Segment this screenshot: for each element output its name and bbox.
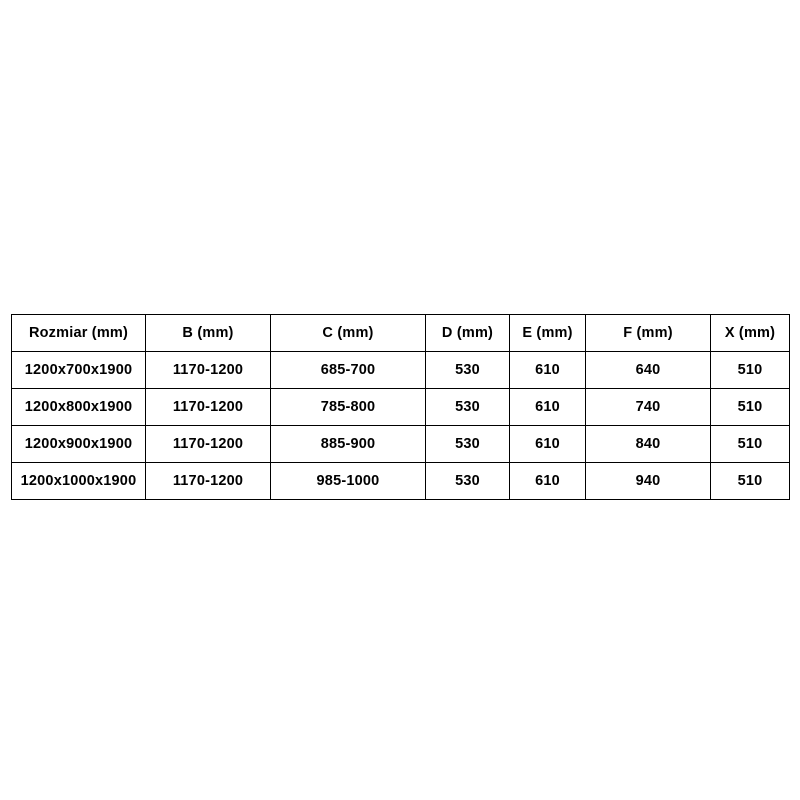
cell-c: 985-1000 bbox=[271, 463, 426, 500]
cell-f: 740 bbox=[586, 389, 711, 426]
table-body bbox=[12, 352, 790, 500]
cell-e: 610 bbox=[510, 463, 586, 500]
cell-d: 530 bbox=[426, 426, 510, 463]
cell-rozmiar: 1200x900x1900 bbox=[12, 426, 146, 463]
cell-f: 940 bbox=[586, 463, 711, 500]
table-header bbox=[12, 315, 790, 352]
table-header-row bbox=[12, 315, 790, 352]
cell-b: 1170-1200 bbox=[146, 426, 271, 463]
column-header-rozmiar: Rozmiar (mm) bbox=[12, 315, 146, 352]
column-header-x: X (mm) bbox=[711, 315, 790, 352]
column-header-f: F (mm) bbox=[586, 315, 711, 352]
cell-f: 840 bbox=[586, 426, 711, 463]
table-row bbox=[12, 463, 790, 500]
table-row bbox=[12, 389, 790, 426]
cell-x: 510 bbox=[711, 352, 790, 389]
cell-d: 530 bbox=[426, 389, 510, 426]
cell-d: 530 bbox=[426, 352, 510, 389]
cell-b: 1170-1200 bbox=[146, 352, 271, 389]
cell-f: 640 bbox=[586, 352, 711, 389]
cell-c: 785-800 bbox=[271, 389, 426, 426]
cell-d: 530 bbox=[426, 463, 510, 500]
cell-x: 510 bbox=[711, 389, 790, 426]
cell-b: 1170-1200 bbox=[146, 463, 271, 500]
column-header-d: D (mm) bbox=[426, 315, 510, 352]
cell-e: 610 bbox=[510, 426, 586, 463]
cell-e: 610 bbox=[510, 352, 586, 389]
column-header-c: C (mm) bbox=[271, 315, 426, 352]
table-row bbox=[12, 352, 790, 389]
cell-e: 610 bbox=[510, 389, 586, 426]
cell-c: 885-900 bbox=[271, 426, 426, 463]
cell-x: 510 bbox=[711, 463, 790, 500]
table-row bbox=[12, 426, 790, 463]
cell-rozmiar: 1200x700x1900 bbox=[12, 352, 146, 389]
cell-b: 1170-1200 bbox=[146, 389, 271, 426]
column-header-e: E (mm) bbox=[510, 315, 586, 352]
cell-rozmiar: 1200x800x1900 bbox=[12, 389, 146, 426]
cell-c: 685-700 bbox=[271, 352, 426, 389]
specification-table-container bbox=[11, 314, 789, 500]
column-header-b: B (mm) bbox=[146, 315, 271, 352]
specification-table bbox=[11, 314, 790, 500]
cell-rozmiar: 1200x1000x1900 bbox=[12, 463, 146, 500]
cell-x: 510 bbox=[711, 426, 790, 463]
